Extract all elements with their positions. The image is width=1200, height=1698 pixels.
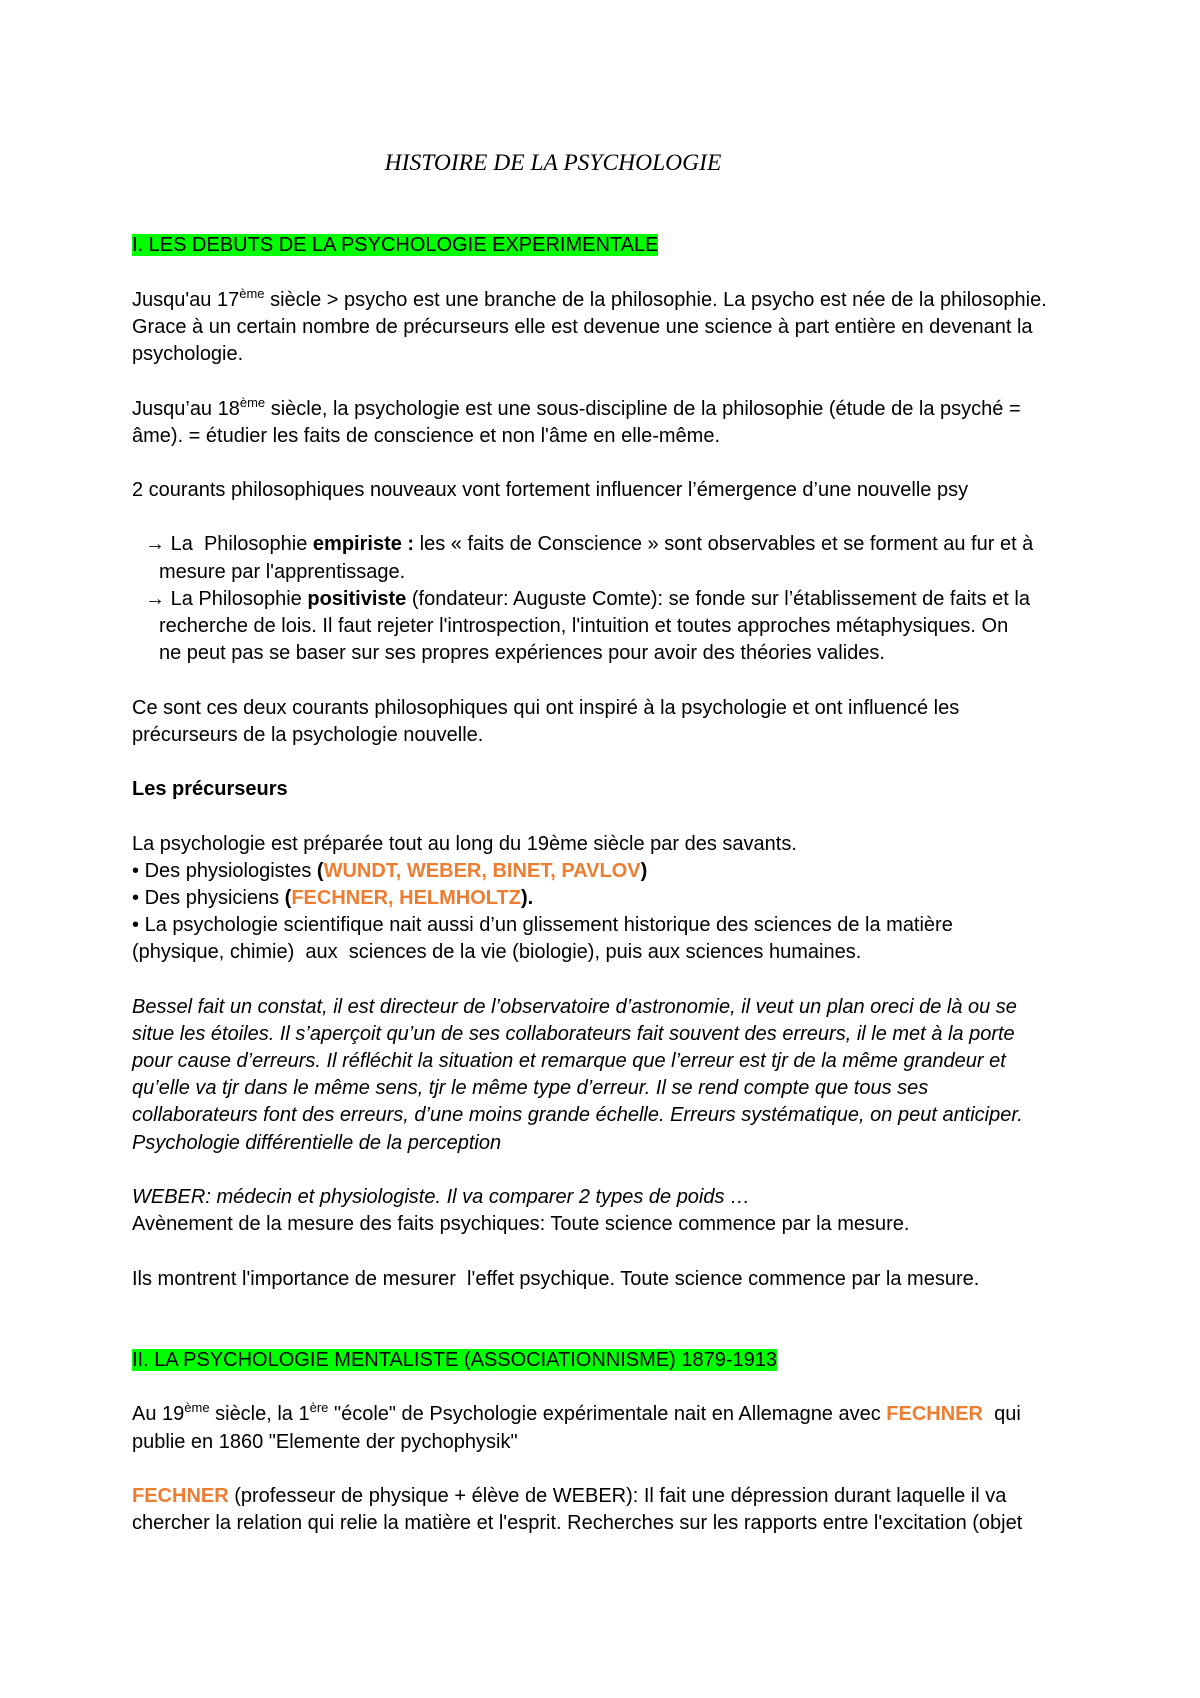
superscript: ère <box>309 1400 329 1416</box>
italic-line: Bessel fait un constat, il est directeur de l’observatoire d’astronomie, il veut un plan oreci de là ou se <box>132 995 1017 1018</box>
text-segment: "école" de Psychologie expérimentale nait en Allemagne avec <box>328 1403 887 1426</box>
bullet-marker-icon: • <box>132 886 140 909</box>
text-segment: Des physiciens <box>144 886 285 909</box>
section-1-heading <box>132 232 1132 259</box>
text-line: 2 courants philosophiques nouveaux vont fortement influencer l’émergence d’une nouvelle psy <box>132 479 969 502</box>
superscript: ème <box>239 394 266 410</box>
document-body <box>132 232 1132 1537</box>
list-item <box>132 912 1132 939</box>
bullet-marker-icon: • <box>132 859 140 882</box>
text-line: (physique, chimie) aux sciences de la vie (biologie), puis aux sciences humaines. <box>132 941 862 964</box>
bold-term: empiriste : <box>312 533 415 556</box>
text-line: ne peut pas se baser sur ses propres expériences pour avoir des théories valides. <box>159 642 885 665</box>
text-segment: qui <box>982 1403 1021 1426</box>
text-segment: La psychologie scientifique nait aussi d’un glissement historique des sciences de la matière <box>144 914 953 937</box>
section-2-heading <box>132 1347 1132 1374</box>
text-line: Ils montrent l'importance de mesurer l'effet psychique. Toute science commence par la mesure. <box>132 1267 980 1290</box>
text-line: publie en 1860 "Elemente der pychophysik" <box>132 1430 518 1453</box>
italic-line: collaborateurs font des erreurs, d’une moins grande échelle. Erreurs systématique, on peut anticiper. <box>132 1104 1023 1127</box>
text-line <box>132 1483 1132 1510</box>
italic-line: situe les étoiles. Il s’aperçoit qu’un de ses collaborateurs fait souvent des erreurs, il le met à la porte <box>132 1022 1015 1045</box>
superscript: ème <box>184 1400 210 1416</box>
section-heading-highlight: II. LA PSYCHOLOGIE MENTALISTE (ASSOCIATIONNISME) 1879-1913 <box>132 1349 778 1372</box>
text-line: Ce sont ces deux courants philosophiques qui ont inspiré à la psychologie et ont influencé les <box>132 696 960 719</box>
text-line: mesure par l'apprentissage. <box>159 560 406 583</box>
text-segment: Jusqu’au 18 <box>132 397 240 420</box>
italic-line: WEBER: médecin et physiologiste. Il va comparer 2 types de poids … <box>132 1185 751 1208</box>
current-item-empiriste <box>132 531 1132 558</box>
text-line <box>132 1401 1132 1428</box>
current-item-positiviste <box>132 586 1132 613</box>
italic-line: Psychologie différentielle de la perception <box>132 1131 502 1154</box>
bold-paren: ). <box>520 886 534 909</box>
superscript: ème <box>239 285 265 301</box>
bold-paren: ( <box>284 886 292 909</box>
text-segment: siècle > psycho est une branche de la philosophie. La psycho est née de la philosophie. <box>264 288 1047 311</box>
name-highlight: FECHNER <box>886 1403 983 1426</box>
text-line: âme). = étudier les faits de conscience et non l'âme en elle-même. <box>132 424 721 447</box>
text-segment: les « faits de Conscience » sont observables et se forment au fur et à <box>414 533 1034 556</box>
text-segment: siècle, la 1 <box>209 1403 310 1426</box>
text-line: psychologie. <box>132 343 244 366</box>
bold-paren: ( <box>316 859 324 882</box>
text-line <box>132 396 1132 423</box>
list-item <box>132 885 1132 912</box>
text-line: précurseurs de la psychologie nouvelle. <box>132 723 484 746</box>
italic-line: qu’elle va tjr dans le même sens, tjr le même type d’erreur. Il se rend compte que tous ses <box>132 1077 929 1100</box>
arrow-marker-icon: → <box>145 533 165 556</box>
text-line: recherche de lois. Il faut rejeter l'introspection, l'intuition et toutes approches métaphysiques. On <box>159 615 1009 638</box>
text-segment: siècle, la psychologie est une sous-discipline de la philosophie (étude de la psyché = <box>265 397 1021 420</box>
name-highlight: FECHNER <box>132 1485 229 1508</box>
text-segment: La Philosophie <box>170 587 308 610</box>
document-title: HISTOIRE DE LA PSYCHOLOGIE <box>384 150 722 176</box>
text-segment: (professeur de physique + élève de WEBER): Il fait une dépression durant laquelle il va <box>228 1485 1007 1508</box>
text-line: Grace à un certain nombre de précurseurs elle est devenue une science à part entière en devenant la <box>132 315 1033 338</box>
text-line: La psychologie est préparée tout au long du 19ème siècle par des savants. <box>132 832 797 855</box>
arrow-marker-icon: → <box>145 587 165 610</box>
italic-line: pour cause d’erreurs. Il réfléchit la situation et remarque que l’erreur est tjr de la même grandeur et <box>132 1050 1006 1073</box>
name-highlight: WUNDT, WEBER, BINET, PAVLOV <box>323 859 641 882</box>
name-highlight: FECHNER, HELMHOLTZ <box>291 886 521 909</box>
section-heading-highlight: I. LES DEBUTS DE LA PSYCHOLOGIE EXPERIMENTALE <box>132 234 659 257</box>
text-segment: Des physiologistes <box>144 859 317 882</box>
list-item <box>132 858 1132 885</box>
text-segment: Jusqu'au 17 <box>132 288 240 311</box>
text-line: chercher la relation qui relie la matière et l'esprit. Recherches sur les rapports entre l'excitation (objet <box>132 1512 1023 1535</box>
subheading-precursors: Les précurseurs <box>132 778 288 801</box>
bold-paren: ) <box>640 859 648 882</box>
text-line <box>132 287 1132 314</box>
bullet-marker-icon: • <box>132 914 140 937</box>
text-segment: Au 19 <box>132 1403 185 1426</box>
bold-term: positiviste <box>307 587 407 610</box>
text-line: Avènement de la mesure des faits psychiques: Toute science commence par la mesure. <box>132 1213 910 1236</box>
text-segment: (fondateur: Auguste Comte): se fonde sur l’établissement de faits et la <box>406 587 1030 610</box>
text-segment: La Philosophie <box>170 533 313 556</box>
